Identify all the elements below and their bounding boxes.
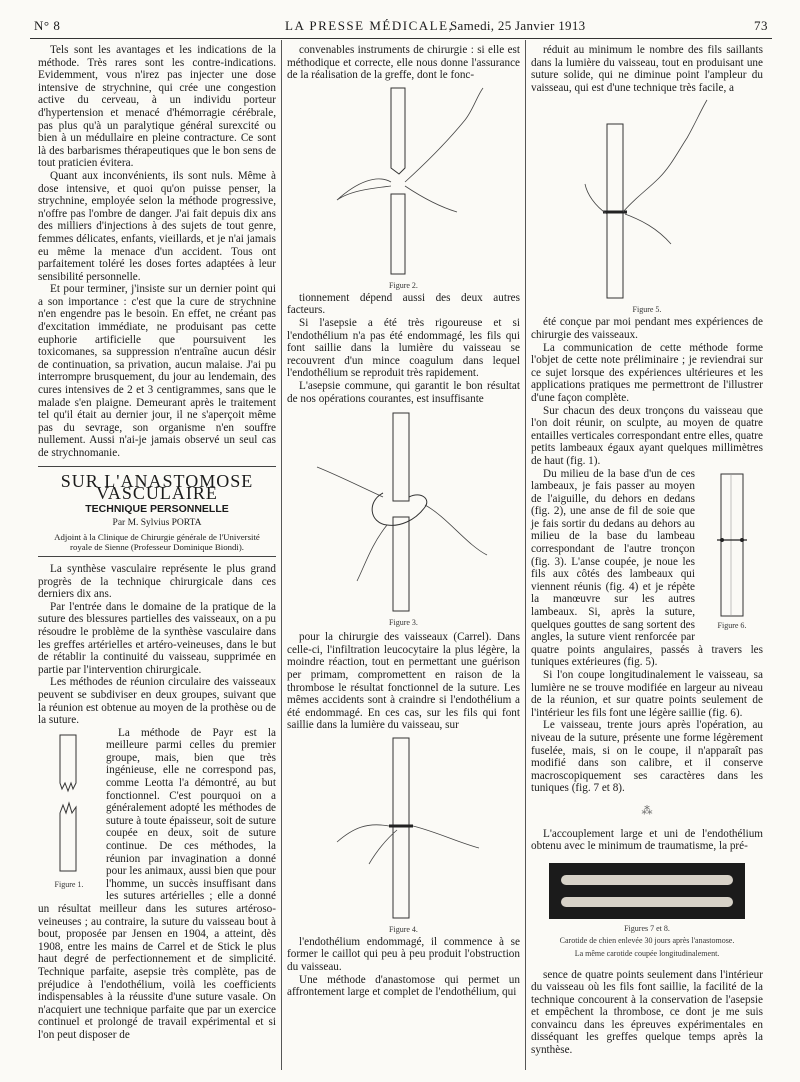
paragraph: Et pour terminer, j'insiste sur un dernier point qui a son importance : c'est que la cure de strychnine n'en engendre pas le besoin. En effet, ne créant pas d'excitation immédiate, ne produisant pas cette euphorie artificielle que poursuivent les toxicomanes, sa suppression n'entraîne aucun désir de continuation, sa privation, aucun malaise. J'ai pu interrompre brusquement, du jour au lendemain, des cures intensives de 2 et 3 centigrammes, sans que le malade s'en plaigne. Demeurant après le traitement tel qu'il était au dernier jour, il ne s'aperçoit même pas du sevrage, son organisme n'en souffre nullement. Aussi n'ai-je jamais observé un seul cas de strychnomanie.	[38, 283, 276, 459]
suture-needle-illustration	[287, 82, 520, 280]
reinforced-suture-illustration	[531, 94, 763, 304]
paragraph: été conçue par moi pendant mes expériences de chirurgie des vaisseaux.	[531, 316, 763, 341]
carotid-specimen-cut	[561, 897, 733, 907]
paragraph: Du milieu de la base d'un de ces lambeaux, je fais passer au moyen de l'aiguille, du dehors en dedans (fig. 2), une anse de fil de soie que je fais sortir du dedans au dehors au milieu de la base du lambeau correspondant de l'autre tronçon (fig. 3). L'anse coupée, je noue les fils aux côtés des lambeaux qui viennent réunis (fig. 4) et je répète la manœuvre sur les autres lambeaux. Si, après la suture, quelques gouttes de sang sortent des angles, la suture vient renforcée par quatre points angulaires, passés à travers les tuniques extérieures (fig. 5).	[531, 467, 763, 669]
paragraph: Quant aux inconvénients, ils sont nuls. Même à dose intensive, et quoi qu'on puisse penser, la strychnine, employée selon la méthode progressive, n'offre pas l'ombre de danger. J'ai fait depuis dix ans des milliers d'injections à des sujets de tout genre, femmes délicates, enfants, vieillards, et je n'ai jamais eu même la menace d'un accident. Tous ont parfaitement toléré les doses fortes adaptées à leur sensibilité personnelle.	[38, 169, 276, 283]
longitudinal-section-illustration	[701, 470, 763, 620]
paragraph: L'asepsie commune, qui garantit le bon résultat de nos opérations courantes, est insuffisante	[287, 379, 520, 405]
section-separator: ⁂	[641, 804, 653, 817]
figure-5	[531, 94, 763, 316]
issue-date: Samedi, 25 Janvier 1913	[450, 18, 586, 33]
figure-1	[38, 731, 100, 892]
paragraph: Si l'asepsie a été très rigoureuse et si l'endothélium n'a pas été endommagé, les fils qui font saillie dans la lumière du vaisseau se recouvrent d'un mince coagulum dans lequel l'endothélium se reproduit très rapidement.	[287, 316, 520, 380]
article-title: SUR L'ANASTOMOSE VASCULAIRE	[60, 470, 254, 504]
paragraph: réduit au minimum le nombre des fils saillants dans la lumière du vaisseau, tout en produisant une suture solide, qui ne diminue point l'ampleur du vaisseau, qui est d'une technique très facile, a	[531, 44, 763, 94]
figure-caption-line: La même carotide coupée longitudinalement.	[574, 948, 720, 958]
figure-caption-line: Carotide de chien enlevée 30 jours après l'anastomose.	[559, 936, 735, 946]
article-heading	[38, 466, 276, 557]
column-1	[38, 44, 276, 1042]
figure-caption: Figure 2.	[389, 280, 418, 290]
paragraph: Le vaisseau, trente jours après l'opération, au niveau de la suture, présente une forme légèrement fuselée, mais, si on le coupe, il n'apparaît pas modifié dans son calibre, et il conserve macroscopiquement ses caractères dans les tuniques (fig. 7 et 8).	[531, 719, 763, 795]
suture-loop-illustration	[287, 405, 520, 617]
column-3	[531, 44, 763, 1057]
figure-caption: Figure 4.	[389, 924, 418, 934]
article-author: Par M. Sylvius PORTA	[112, 518, 202, 529]
paragraph: L'accouplement large et uni de l'endothélium obtenu avec le minimum de traumatisme, la pré-	[531, 827, 763, 853]
figure-3	[287, 405, 520, 631]
paragraph: sence de quatre points seulement dans l'intérieur du vaisseau où les fils font saillie, la facilité de la technique concourent à la conservation de l'asepsie et empêchent la thrombose, ce dont je me suis convaincu dans les épreuves expérimentales en disséquant les greffes quelque temps après la synthèse.	[531, 968, 763, 1057]
paragraph: La synthèse vasculaire représente le plus grand progrès de la technique chirurgicale dans ces derniers dix ans.	[38, 562, 276, 601]
paragraph: La méthode de Payr est la meilleure parmi celles du premier groupe, mais, bien que très ingénieuse, elle ne correspond pas, comme Leotta l'a démontré, au but fonctionnel. C'est pourquoi on a généralement adopté les méthodes de suture à toute épaisseur, soit de suture coupée en deux, soit de suture continue. De ces méthodes, la réunion par invagination a donné pour les animaux, aussi bien que pour l'homme, un succès insuffisant dans les sutures artérielles ; elle a donné un résultat meilleur dans les sutures artéroso-veineuses ; au contraire, la suture du vaisseau bout à bout, proposée par Jensen en 1904, a atteint, dès 1908, entre les mains de Carrel et de Stick le plus haut degré de perfectionnement et de simplicité. Technique parfaite, asepsie très complète, pas de préjudice à l'endothélium, voilà les coefficients indispensables à la réussite d'une suture vasale. On n'acquiert une technique parfaite que par un exercice continuel et prolongé de travail expérimental et si l'on peut disposer de	[38, 726, 276, 1041]
paragraph: pour la chirurgie des vaisseaux (Carrel). Dans celle-ci, l'infiltration leucocytaire la plus légère, la moindre réaction, tout en permettant une guérison per primam, compromettent en raison de la thrombose le résultat fonctionnel de la suture. Les mêmes accidents sont à craindre si l'endothélium a été endommagé. En ces cas, sur les fils qui font saillie dans la lumière du vaisseau, sur	[287, 631, 520, 732]
vessel-flaps-illustration	[38, 731, 100, 879]
paragraph: l'endothélium endommagé, il commence à se former le caillot qui peu à peu produit l'obstruction du vaisseau.	[287, 935, 520, 974]
page-header	[30, 16, 772, 38]
journal-title: LA PRESSE MÉDICALE,	[285, 18, 454, 33]
figure-caption: Figure 1.	[54, 879, 84, 889]
paragraph: Sur chacun des deux tronçons du vaisseau que l'on doit réunir, on sculpte, au moyen de quatre entailles verticales correspondant entre elles, quatre petits lambeaux égaux ayant quelques millimètres de haut (fig. 1).	[531, 404, 763, 467]
column-divider	[281, 40, 282, 1070]
figure-caption: Figure 3.	[389, 618, 418, 628]
paragraph: Les méthodes de réunion circulaire des vaisseaux peuvent se subdiviser en deux groupes, suivant que la réunion est obtenue au moyen de la prothèse ou de la suture.	[38, 676, 276, 727]
page-number: 73	[754, 18, 768, 33]
figure-2	[287, 82, 520, 292]
carotid-photograph	[549, 863, 745, 919]
paragraph: La communication de cette méthode forme l'objet de cette note préliminaire ; je reviendrai sur ce sujet lorsque des expériences ultérieures et les applications pratiques me permettront de l'illustrer d'une façon complète.	[531, 341, 763, 404]
figures-7-8	[531, 863, 763, 961]
paragraph: Tels sont les avantages et les indications de la méthode. Très rares sont les contre-indications. Evidemment, vous n'irez pas injecter une dose intensive de strychnine, qui crée une congestion active du cerveau, à un individu porteur d'hypertension et menacé d'hémorragie cérébrale, pas plus qu'à un paralytique général surexcité ou bien à un médullaire en pleine contracture. Ce sont là des barbarismes thérapeutiques que le bon sens de tout praticien évitera.	[38, 44, 276, 170]
figure-caption: Figure 6.	[717, 620, 747, 630]
paragraph: Par l'entrée dans le domaine de la pratique de la suture des blessures partielles des vaisseaux, on a pu résoudre le problème de la synthèse vasculaire dans les greffes artérielles et artéro-veineuses, dans le but de rétablir la continuité du vaisseau, supprimée en partie par l'intervention chirurgicale.	[38, 600, 276, 676]
figure-caption: Figure 5.	[632, 305, 662, 315]
column-divider	[525, 40, 526, 1070]
paragraph: tionnement dépend aussi des deux autres facteurs.	[287, 291, 520, 317]
knotted-suture-illustration	[287, 732, 520, 924]
issue-number: N° 8	[34, 18, 61, 33]
paragraph: Une méthode d'anastomose qui permet un affrontement large et complet de l'endothélium, qui	[287, 973, 520, 999]
header-rule	[30, 38, 772, 39]
figure-caption: Figures 7 et 8.	[624, 923, 670, 933]
figure-6	[701, 470, 763, 633]
carotid-specimen	[561, 875, 733, 885]
article-subtitle: TECHNIQUE PERSONNELLE	[85, 502, 229, 515]
figure-4	[287, 732, 520, 936]
article-affiliation: Adjoint à la Clinique de Chirurgie générale de l'Université royale de Sienne (Professeur Dominique Biondi).	[54, 531, 260, 552]
column-2	[287, 44, 520, 999]
paragraph: convenables instruments de chirurgie : si elle est méthodique et correcte, elle nous donne l'assurance de la réalisation de la greffe, dont le fonc-	[287, 44, 520, 82]
paragraph: Si l'on coupe longitudinalement le vaisseau, sa lumière ne se trouve modifiée en largeur au niveau de la réunion, et sur quatre points seulement de l'intérieur les fils font une légère saillie (fig. 6).	[531, 669, 763, 719]
